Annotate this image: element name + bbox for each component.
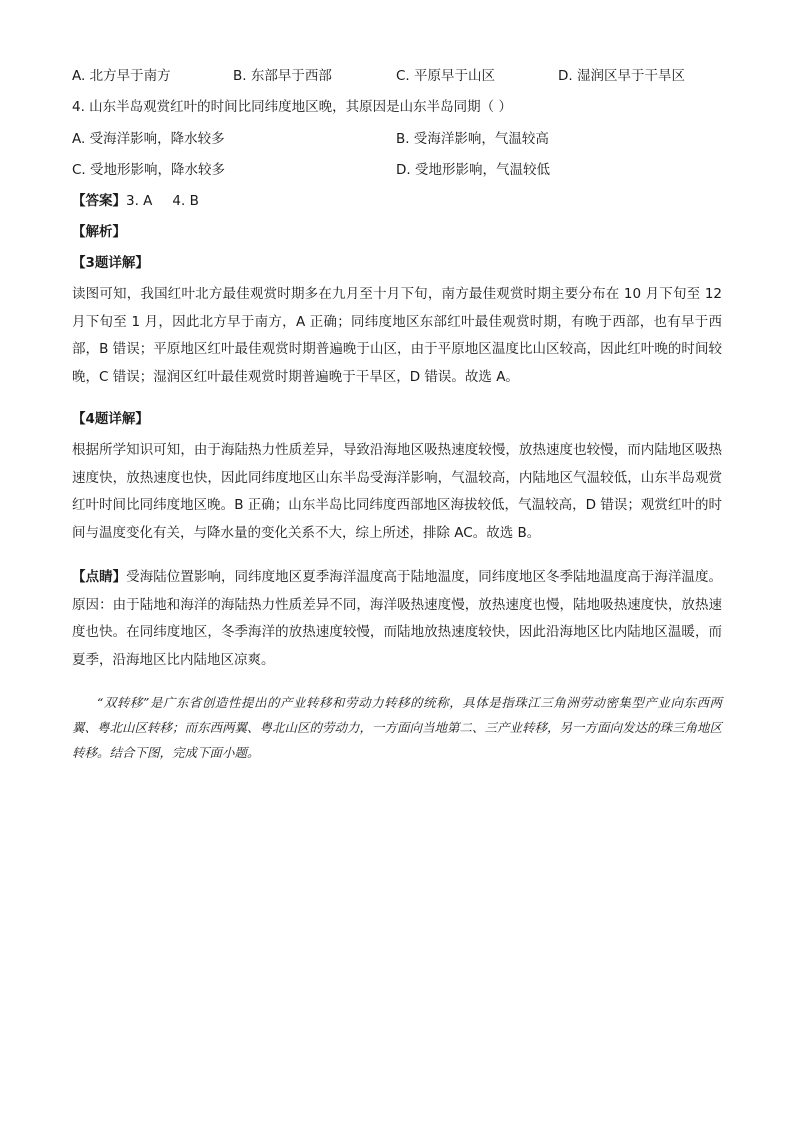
tip-text: 受海陆位置影响，同纬度地区夏季海洋温度高于陆地温度，同纬度地区冬季陆地温度高于海洋温度。原因：由于陆地和海洋的海陆热力性质差异不同，海洋吸热速度慢，放热速度也慢，陆地吸热速度快，放热速度也快。在同纬度地区，冬季海洋的放热速度较慢，而陆地放热速度较快，因此沿海地区比内陆地区温暖，而夏季，沿海地区比内陆地区凉爽。 bbox=[72, 569, 723, 669]
answer-q4: 4. B bbox=[172, 193, 199, 209]
tip-paragraph bbox=[72, 564, 722, 675]
q4-option-b: B. 受海洋影响，气温较高 bbox=[396, 131, 549, 147]
analysis-label: 【解析】 bbox=[72, 224, 126, 240]
q3-detail-text: 读图可知，我国红叶北方最佳观赏时期多在九月至十月下旬，南方最佳观赏时期主要分布在 10 月下旬至 12 月下旬至 1 月，因此北方早于南方，A 正确；同纬度地区东部红叶最佳观赏时期，有晚于西部，也有早于西部，B 错误；平原地区红叶最佳观赏时期普遍晚于山区，由于平原地区温度比山区较高，因此红叶晚的时间较晚，C 错误；湿润区红叶最佳观赏时期普遍晚于干旱区，D 错误。故选 A。 bbox=[72, 286, 722, 386]
q3-option-d: D. 湿润区早于干旱区 bbox=[558, 68, 685, 84]
q4-stem: 4. 山东半岛观赏红叶的时间比同纬度地区晚，其原因是山东半岛同期（ ） bbox=[72, 99, 512, 115]
q3-option-c: C. 平原早于山区 bbox=[396, 68, 496, 84]
q4-option-d: D. 受地形影响，气温较低 bbox=[396, 162, 550, 178]
q3-detail-label: 【3题详解】 bbox=[72, 255, 149, 271]
q4-option-a: A. 受海洋影响，降水较多 bbox=[72, 131, 225, 147]
q3-option-b: B. 东部早于西部 bbox=[233, 68, 332, 84]
tip-label: 【点睛】 bbox=[72, 569, 127, 585]
q4-detail-label: 【4题详解】 bbox=[72, 411, 149, 427]
q4-detail-text: 根据所学知识可知，由于海陆热力性质差异，导致沿海地区吸热速度较慢，放热速度也较慢，而内陆地区吸热速度快，放热速度也快，因此同纬度地区山东半岛受海洋影响，气温较高，内陆地区气温较低，山东半岛观赏红叶时间比同纬度地区晚。B 正确；山东半岛比同纬度西部地区海拔较低，气温较高，D 错误；观赏红叶的时间与温度变化有关，与降水量的变化关系不大，综上所述，排除 AC。故选 B。 bbox=[72, 442, 722, 542]
q4-option-c: C. 受地形影响，降水较多 bbox=[72, 162, 226, 178]
q3-option-a: A. 北方早于南方 bbox=[72, 68, 171, 84]
answer-line bbox=[72, 191, 199, 211]
answer-q3: 3. A bbox=[126, 193, 153, 209]
intro-paragraph: “双转移”是广东省创造性提出的产业转移和劳动力转移的统称，具体是指珠江三角洲劳动密集型产业向东西两翼、粤北山区转移；而东西两翼、粤北山区的劳动力，一方面向当地第二、三产业转移，另一方面向发达的珠三角地区转移。结合下图，完成下面小题。 bbox=[72, 695, 723, 760]
answer-label: 【答案】 bbox=[72, 193, 126, 209]
